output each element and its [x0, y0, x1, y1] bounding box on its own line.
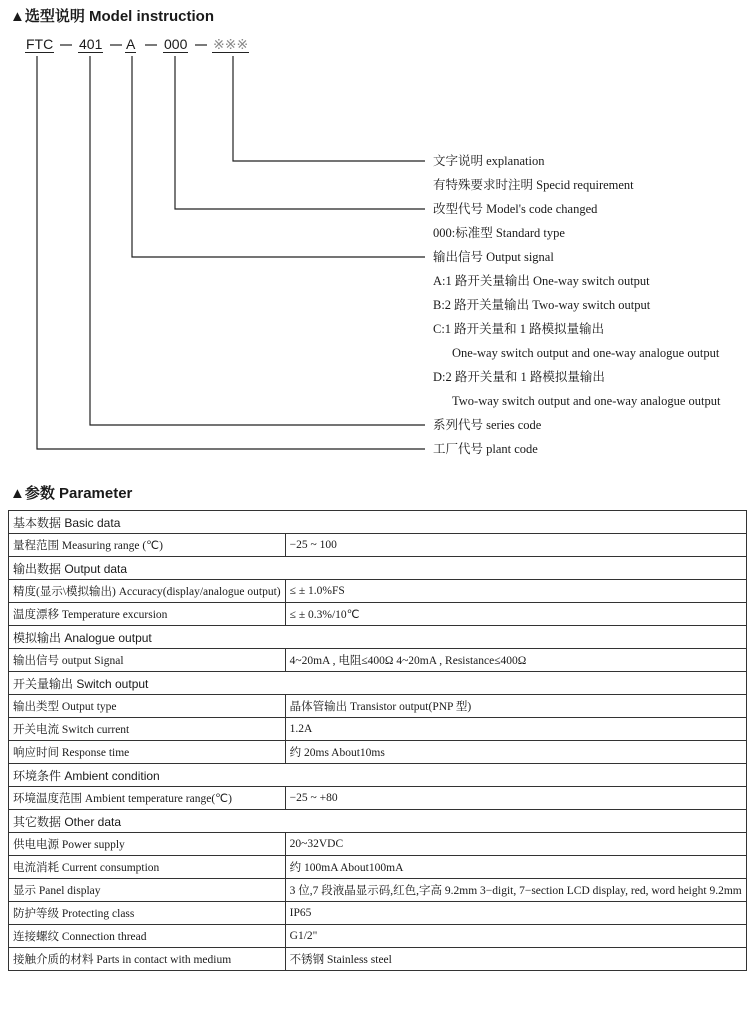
param-name: 连接螺纹 Connection thread — [9, 925, 286, 948]
table-row — [9, 787, 747, 810]
param-value: 1.2A — [285, 718, 746, 741]
label-special-requirement: 有特殊要求时注明 Specid requirement — [433, 178, 634, 192]
param-name: 显示 Panel display — [9, 879, 286, 902]
label-option-d: D:2 路开关量和 1 路模拟量输出 — [433, 370, 605, 384]
param-value: 约 100mA About100mA — [285, 856, 746, 879]
param-name: 开关电流 Switch current — [9, 718, 286, 741]
param-value: 约 20ms About10ms — [285, 741, 746, 764]
table-row — [9, 580, 747, 603]
code-series: 401 — [79, 36, 103, 52]
code-model: 000 — [164, 36, 188, 52]
code-output: A — [126, 36, 136, 52]
code-plant: FTC — [26, 36, 54, 52]
param-name: 接触介质的材料 Parts in contact with medium — [9, 948, 286, 971]
section-header: 其它数据 Other data — [9, 810, 747, 833]
section-row — [9, 810, 747, 833]
label-option-c: C:1 路开关量和 1 路模拟量输出 — [433, 322, 605, 336]
table-row — [9, 718, 747, 741]
table-row — [9, 833, 747, 856]
section-header: 环境条件 Ambient condition — [9, 764, 747, 787]
label-series-code: 系列代号 series code — [433, 418, 542, 432]
param-name: 电流消耗 Current consumption — [9, 856, 286, 879]
table-row — [9, 925, 747, 948]
label-explanation: 文字说明 explanation — [433, 154, 545, 168]
param-value: −25 ~ 100 — [285, 534, 746, 557]
table-row — [9, 695, 747, 718]
table-row — [9, 534, 747, 557]
label-option-d-en: Two-way switch output and one-way analogue output — [452, 394, 721, 408]
param-name: 输出类型 Output type — [9, 695, 286, 718]
param-value: 4~20mA , 电阻≤400Ω 4~20mA , Resistance≤400Ω — [285, 649, 746, 672]
table-row — [9, 902, 747, 925]
label-option-b: B:2 路开关量输出 Two-way switch output — [433, 298, 651, 312]
param-name: 响应时间 Response time — [9, 741, 286, 764]
parameter-title: ▲参数 Parameter — [10, 485, 133, 502]
section-row — [9, 672, 747, 695]
label-option-a: A:1 路开关量输出 One-way switch output — [433, 274, 650, 288]
param-name: 防护等级 Protecting class — [9, 902, 286, 925]
param-value: IP65 — [285, 902, 746, 925]
label-model-code: 改型代号 Model's code changed — [433, 202, 598, 216]
param-value: 20~32VDC — [285, 833, 746, 856]
param-value: 晶体管输出 Transistor output(PNP 型) — [285, 695, 746, 718]
label-output-signal: 输出信号 Output signal — [433, 250, 554, 264]
label-plant-code: 工厂代号 plant code — [433, 442, 538, 456]
table-row — [9, 856, 747, 879]
param-name: 温度漂移 Temperature excursion — [9, 603, 286, 626]
param-name: 输出信号 output Signal — [9, 649, 286, 672]
section-row — [9, 557, 747, 580]
param-value: 不锈钢 Stainless steel — [285, 948, 746, 971]
section-row — [9, 626, 747, 649]
table-row — [9, 879, 747, 902]
param-value: 3 位,7 段液晶显示码,红色,字高 9.2mm 3−digit, 7−section LCD display, red, word height 9.2mm — [285, 879, 746, 902]
table-row — [9, 649, 747, 672]
table-row — [9, 603, 747, 626]
section-header: 基本数据 Basic data — [9, 511, 747, 534]
param-name: 精度(显示\模拟输出) Accuracy(display/analogue output) — [9, 580, 286, 603]
parameter-table — [8, 510, 747, 971]
section-header: 输出数据 Output data — [9, 557, 747, 580]
table-row — [9, 948, 747, 971]
param-value: G1/2" — [285, 925, 746, 948]
section-header: 开关量输出 Switch output — [9, 672, 747, 695]
code-explanation: ※※※ — [213, 36, 249, 52]
model-instruction-title: ▲选型说明 Model instruction — [10, 8, 215, 25]
section-row — [9, 764, 747, 787]
param-value: ≤ ± 0.3%/10℃ — [285, 603, 746, 626]
param-value: ≤ ± 1.0%FS — [285, 580, 746, 603]
label-standard-type: 000:标准型 Standard type — [433, 226, 565, 240]
label-option-c-en: One-way switch output and one-way analogue output — [452, 346, 720, 360]
section-header: 模拟输出 Analogue output — [9, 626, 747, 649]
param-name: 供电电源 Power supply — [9, 833, 286, 856]
section-row — [9, 511, 747, 534]
table-row — [9, 741, 747, 764]
param-name: 环境温度范围 Ambient temperature range(℃) — [9, 787, 286, 810]
param-value: −25 ~ +80 — [285, 787, 746, 810]
param-name: 量程范围 Measuring range (℃) — [9, 534, 286, 557]
